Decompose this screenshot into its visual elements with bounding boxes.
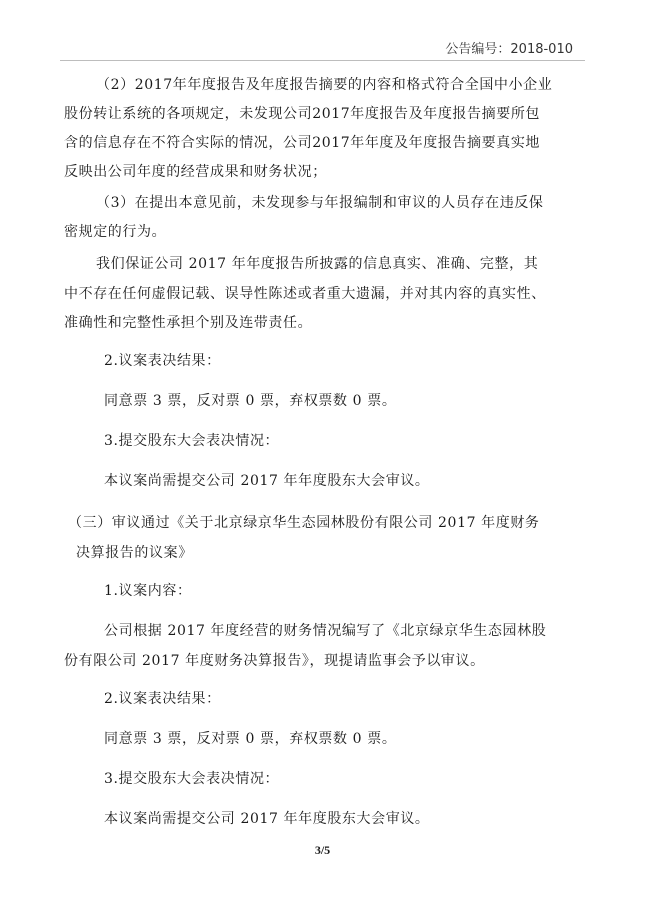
paragraph-line: 本议案尚需提交公司 2017 年年度股东大会审议。 <box>104 811 430 827</box>
resolution-title: 决算报告的议案》 <box>76 545 193 561</box>
page-number: 3/5 <box>314 843 331 857</box>
paragraph-line: 中不存在任何虚假记载、误导性陈述或者重大遗漏，并对其内容的真实性、 <box>64 286 546 302</box>
paragraph-line: 份有限公司 2017 年度财务决算报告》，现提请监事会予以审议。 <box>64 653 485 669</box>
paragraph-line: 准确性和完整性承担个别及连带责任。 <box>64 315 313 331</box>
vote-result: 同意票 3 票，反对票 0 票，弃权票数 0 票。 <box>104 393 397 409</box>
paragraph-line: （2）2017年年度报告及年度报告摘要的内容和格式符合全国中小企业 <box>96 77 553 93</box>
resolution-title: （三）审议通过《关于北京绿京华生态园林股份有限公司 2017 年度财务 <box>68 515 540 531</box>
section-heading: 1.议案内容： <box>104 583 192 599</box>
section-heading: 3.提交股东大会表决情况： <box>104 433 280 449</box>
section-heading: 2.议案表决结果： <box>104 691 221 707</box>
paragraph-line: 含的信息存在不符合实际的情况，公司2017年年度及年度报告摘要真实地 <box>64 135 541 151</box>
vote-result: 同意票 3 票，反对票 0 票，弃权票数 0 票。 <box>104 731 397 747</box>
paragraph-line: 密规定的行为。 <box>64 224 167 240</box>
paragraph-line: （3）在提出本意见前，未发现参与年报编制和审议的人员存在违反保 <box>96 195 544 211</box>
announcement-number: 公告编号：2018-010 <box>445 42 573 57</box>
section-heading: 2.议案表决结果： <box>104 353 221 369</box>
paragraph-line: 反映出公司年度的经营成果和财务状况； <box>64 164 327 180</box>
paragraph-line: 我们保证公司 2017 年年度报告所披露的信息真实、准确、完整，其 <box>96 256 539 272</box>
section-heading: 3.提交股东大会表决情况： <box>104 771 280 787</box>
paragraph-line: 公司根据 2017 年度经营的财务情况编写了《北京绿京华生态园林股 <box>104 623 547 639</box>
paragraph-line: 股份转让系统的各项规定，未发现公司2017年度报告及年度报告摘要所包 <box>64 106 541 122</box>
paragraph-line: 本议案尚需提交公司 2017 年年度股东大会审议。 <box>104 473 430 489</box>
